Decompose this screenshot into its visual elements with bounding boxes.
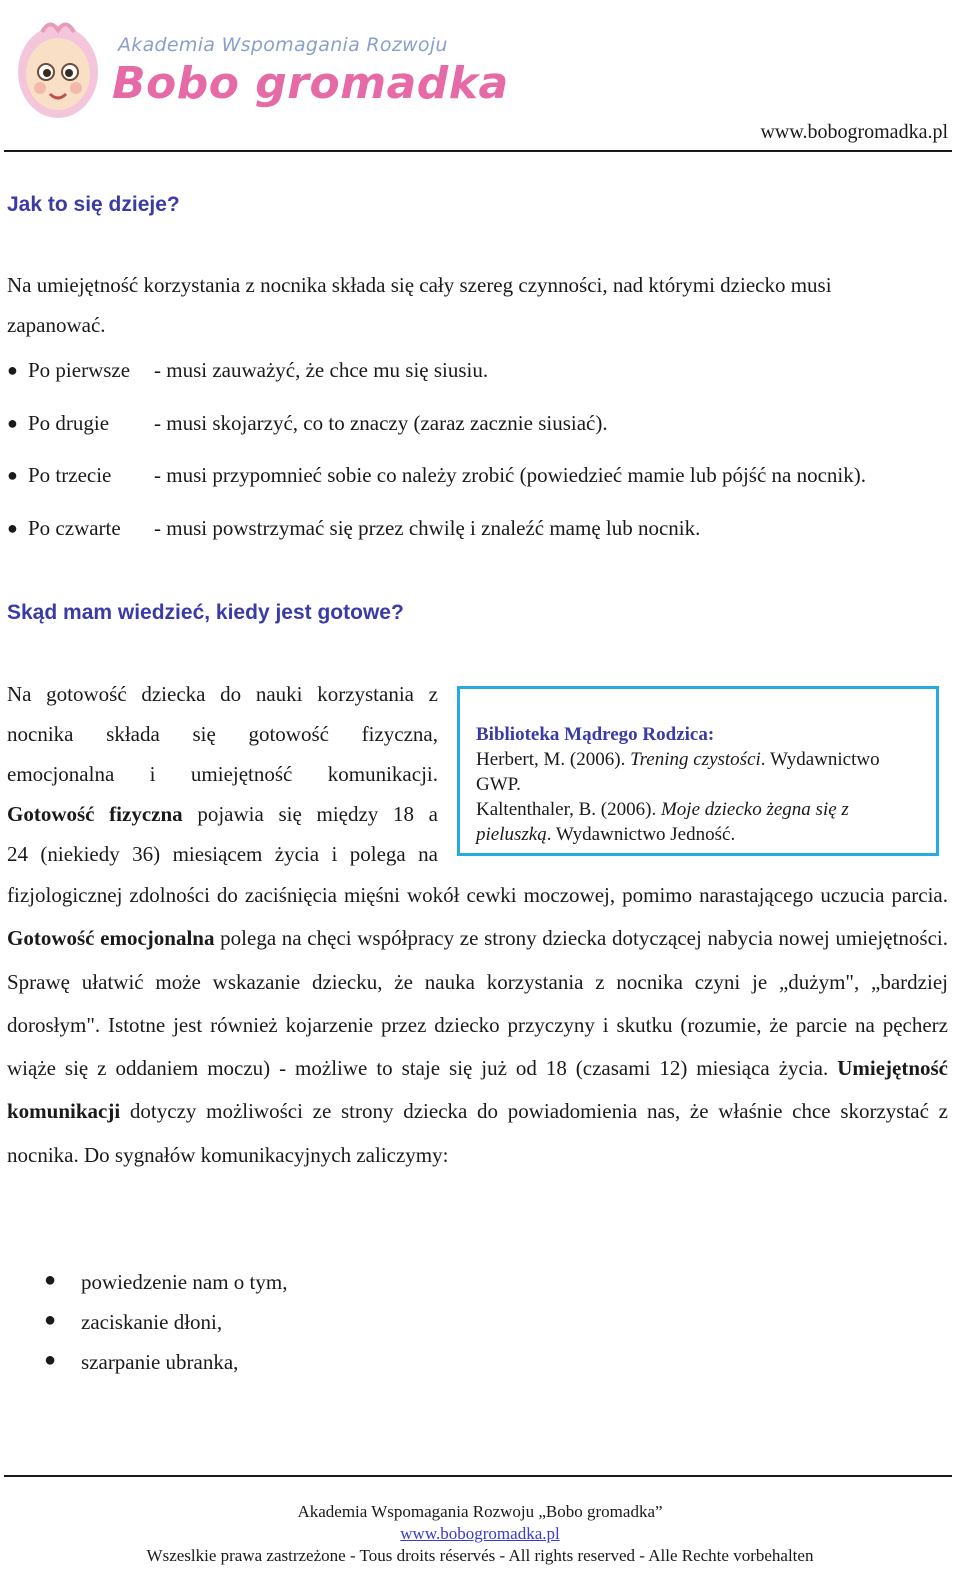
logo-subtitle: Akademia Wspomagania Rozwoju [118,34,448,56]
bold-term: Gotowość emocjonalna [7,926,215,951]
footer-divider [4,1475,952,1477]
logo [12,10,509,120]
reference-line [476,747,920,772]
library-infobox [457,686,939,856]
bullet-icon: ● [44,1309,57,1331]
intro-paragraph [7,265,948,345]
reference-line [476,797,920,822]
text-fragment: pojawia się między 18 a [182,802,438,826]
readiness-intro-column [7,674,438,874]
step-label: Po pierwsze [28,358,131,382]
page-header [0,0,960,152]
text-fragment: . Wydawnictwo Jedność. [546,824,736,845]
step-label: Po drugie [28,411,110,435]
text-fragment: dotyczy możliwości ze strony dziecka do powiadomienia nas, że właśnie chce skorzystać z nocnika. Do sygnałów komunikacyjnych zaliczymy: [7,1099,948,1167]
text-line: 24 (niekiedy 36) miesiącem życia i polega na [7,842,438,866]
book-title: Trening czystości [630,749,761,770]
logo-title: Bobo gromadka [112,58,509,109]
signal-text: szarpanie ubranka, [81,1350,239,1374]
bullet-icon: ● [7,360,18,380]
text-fragment: Kaltenthaler, B. (2006). [476,799,661,820]
bold-term: Umiejętność komunikacji [7,1056,948,1124]
bullet-icon: ● [44,1269,57,1291]
footer-rights: Wszeslkie prawa zastrzeżone - Tous droits réservés - All rights reserved - Alle Rechte vorbehalten [146,1546,814,1565]
intro-line: Na umiejętność korzystania z nocnika składa się cały szereg czynności, nad którymi dziecko musi [7,273,832,297]
reference-line [476,822,920,847]
step-label: Po czwarte [28,516,121,540]
text-line: nocnika składa się gotowość fizyczna, [7,722,438,746]
bullet-icon: ● [7,465,18,485]
step-desc: - musi zauważyć, że chce mu się siusiu. [154,358,489,382]
text-fragment: fizjologicznej zdolności do zaciśnięcia mięśni wokół cewki moczowej, pomimo narastającego uczucia parcia. [7,883,948,907]
bullet-icon: ● [7,518,18,538]
signal-text: zaciskanie dłoni, [81,1310,223,1334]
book-title: pieluszką [476,824,547,845]
bullet-icon: ● [7,413,18,433]
reference-line: GWP. [476,774,521,795]
text-fragment: polega na chęci współpracy ze strony dziecka dotyczącej nabycia nowej umiejętności. Sprawę ułatwić może wskazanie dziecku, że nauka korzystania z nocnika czyni je „dużym", „bardziej dorosłym". Istotne jest również kojarzenie przez dziecko przyczyny i skutku (rozumie, że parcie na pęcherz wiąże się z oddaniem moczu) - możliwe to staje się już od 18 (czasami 12) miesiąca życia. [7,926,948,1081]
site-url: www.bobogromadka.pl [760,121,948,143]
bold-term: Gotowość fizyczna [7,802,183,826]
baby-face-icon [16,16,100,120]
intro-line: zapanować. [7,313,106,337]
footer-link-wrap [0,1524,960,1544]
header-divider [4,150,952,152]
readiness-paragraph [7,874,948,1177]
section-heading-how: Jak to się dzieje? [7,193,180,216]
text-fragment: Herbert, M. (2006). [476,749,631,770]
infobox-title: Biblioteka Mądrego Rodzica: [476,724,715,745]
footer-link[interactable]: www.bobogromadka.pl [400,1524,560,1543]
step-label: Po trzecie [28,463,112,487]
section-heading-readiness: Skąd mam wiedzieć, kiedy jest gotowe? [7,601,404,624]
text-line: Na gotowość dziecka do nauki korzystania z [7,682,438,706]
signal-text: powiedzenie nam o tym, [81,1270,288,1294]
text-line [7,794,438,834]
bullet-icon: ● [44,1349,57,1371]
text-fragment: . Wydawnictwo [760,749,880,770]
step-desc: - musi powstrzymać się przez chwilę i znaleźć mamę lub nocnik. [154,516,701,540]
book-title: Moje dziecko żegna się z [660,799,849,820]
text-line: emocjonalna i umiejętność komunikacji. [7,762,438,786]
step-desc: - musi skojarzyć, co to znaczy (zaraz zacznie siusiać). [154,411,608,435]
step-desc: - musi przypomnieć sobie co należy zrobić (powiedzieć mamie lub pójść na nocnik). [154,463,867,487]
footer-org: Akademia Wspomagania Rozwoju „Bobo gromadka” [297,1502,663,1521]
